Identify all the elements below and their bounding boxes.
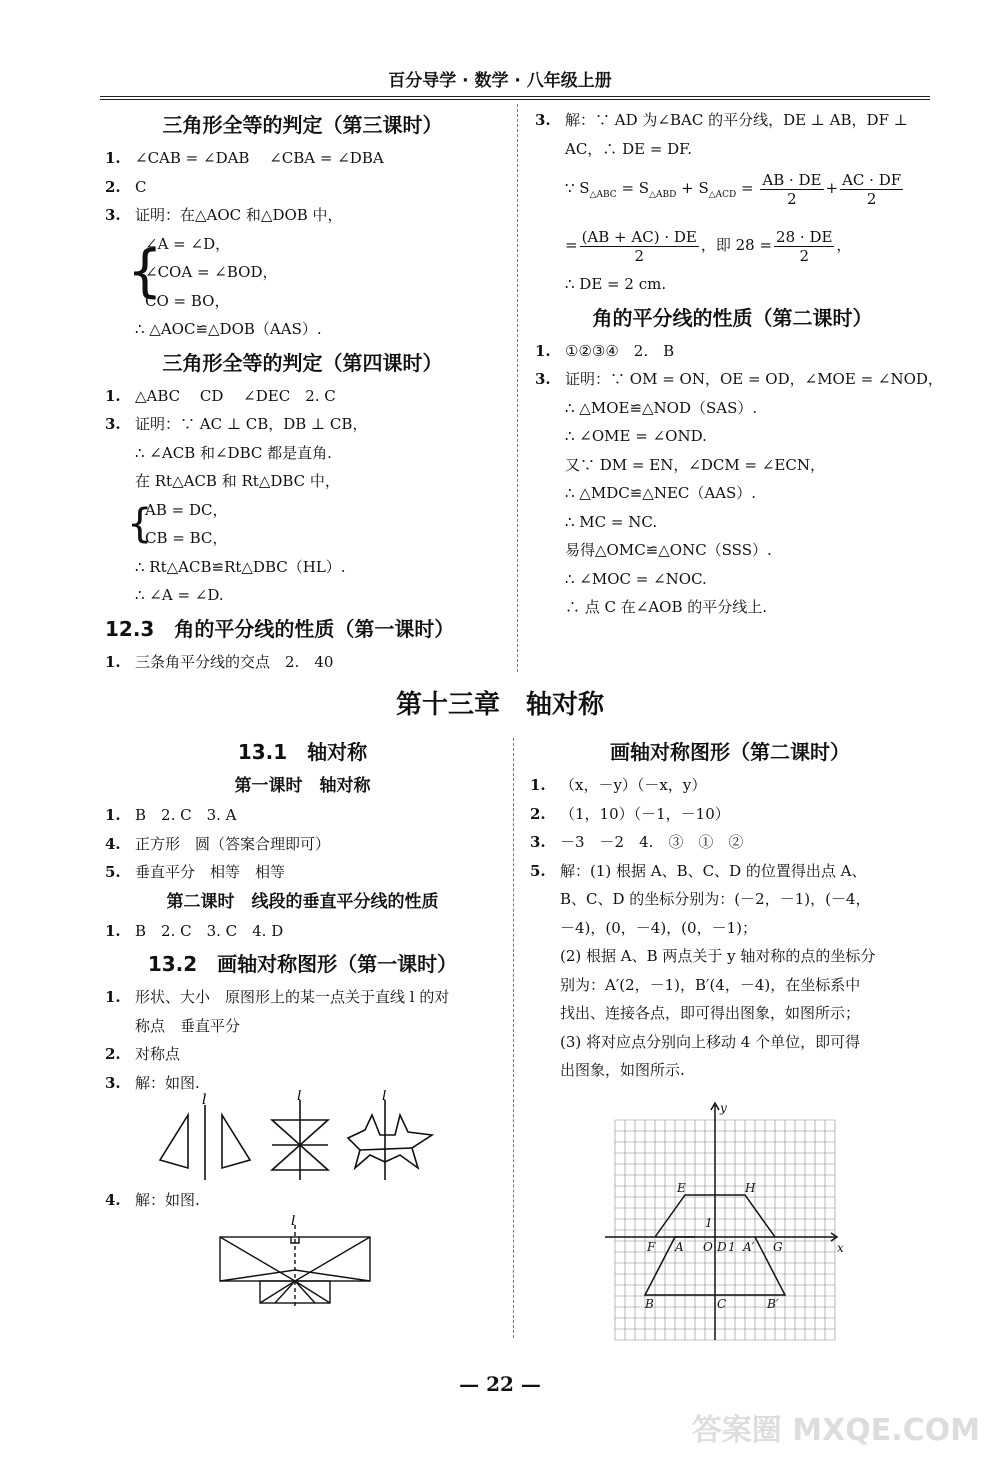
answer-line: 3. 解：∵ AD 为∠BAC 的平分线，DE ⊥ AB，DF ⊥	[535, 111, 908, 129]
answer-line: 称点 垂直平分	[135, 1016, 241, 1035]
point-label-A: A	[675, 1240, 684, 1254]
answer-line: 找出、连接各点，即可得出图象，如图所示；	[560, 1004, 861, 1022]
point-label-F: F	[647, 1240, 656, 1254]
answer-line: 1. ∠CAB = ∠DAB ∠CBA = ∠DBA	[105, 149, 384, 167]
point-label-G: G	[773, 1240, 783, 1254]
answer-line: 1. ①②③④ 2. B	[535, 341, 675, 360]
x-axis-label: x	[837, 1241, 844, 1255]
answer-line: ∴ △MOE≌△NOD（SAS）.	[565, 398, 758, 417]
tick-label-x1: 1	[728, 1240, 736, 1254]
point-label-H: H	[745, 1181, 756, 1195]
brace-line: CO = BO，	[145, 291, 230, 310]
answer-line: 又∵ DM = EN，∠DCM = ∠ECN，	[565, 455, 825, 474]
column-bottom-right	[530, 733, 930, 1085]
area-equation: ∵ $S_{\triangle ABC} = S_{\triangle ABD} + S_{\triangle ACD}$ = $\frac{AB \cdot DE}{2}$ + $\frac{AC \cdot DF}{2}$	[565, 170, 902, 208]
brace-line: ∠COA = ∠BOD，	[145, 263, 278, 281]
answer-line: 3. －3 －2 4. ③ ① ②	[530, 833, 744, 851]
axis-label: l	[291, 1215, 296, 1229]
brace-group: { AB = DC， CB = BC，	[105, 496, 500, 553]
answer-line: 1. （x，－y）（－x，y）	[530, 776, 707, 794]
answer-line: 别为：A′(2，－1)，B′(4，－4)，在坐标系中	[560, 975, 861, 994]
answer-line: ∴ ∠ACB 和∠DBC 都是直角.	[135, 443, 332, 462]
reflection-figure	[215, 1215, 375, 1310]
section-title: 13.2 画轴对称图形（第一课时）	[147, 952, 458, 976]
answer-line: ∴ △AOC≌△DOB（AAS）.	[135, 320, 322, 338]
axis-label: l	[202, 1092, 207, 1108]
answer-line: ∴ 点 C 在∠AOB 的平分线上.	[565, 598, 768, 616]
page-number: — 22 —	[459, 1372, 541, 1396]
brace-group: { ∠A = ∠D， ∠COA = ∠BOD， CO = BO，	[105, 230, 500, 316]
section-title: 画轴对称图形（第二课时）	[610, 740, 850, 764]
brace-line: ∠A = ∠D，	[145, 234, 231, 253]
answer-line: 1. B 2. C 3. C 4. D	[105, 921, 284, 940]
section-title: 三角形全等的判定（第四课时）	[162, 350, 443, 375]
star-shape	[348, 1115, 432, 1168]
answer-line: 在 Rt△ACB 和 Rt△DBC 中，	[135, 472, 340, 490]
column-bottom-left	[105, 733, 500, 1097]
answer-line: ∴ ∠OME = ∠OND.	[565, 427, 707, 445]
answer-line: 1. 三条角平分线的交点 2. 40	[105, 652, 334, 671]
point-label-E: E	[677, 1181, 686, 1195]
subsection-title: 第二课时 线段的垂直平分线的性质	[166, 891, 439, 912]
answer-line: 2. C	[105, 177, 147, 196]
answer-line: (3) 将对应点分别向上移动 4 个单位，即可得	[560, 1032, 861, 1051]
column-divider-top	[517, 104, 518, 672]
answer-line: 4. 正方形 圆（答案合理即可）	[105, 834, 331, 853]
fraction: $\frac{(AB + AC) \cdot DE}{2}$	[581, 227, 697, 265]
answer-line: 3. 解：如图.	[105, 1073, 200, 1092]
answer-line: (2) 根据 A、B 两点关于 y 轴对称的点的坐标分	[560, 947, 876, 965]
answer-line: ∴ Rt△ACB≌Rt△DBC（HL）.	[135, 557, 346, 576]
answer-line: 4. 解：如图.	[105, 1191, 200, 1209]
point-label-B: B	[645, 1297, 654, 1311]
section-title: 三角形全等的判定（第三课时）	[162, 113, 443, 137]
section-title: 13.1 轴对称	[237, 740, 368, 764]
answer-line: 3. 证明：∵ AC ⊥ CB，DB ⊥ CB，	[105, 415, 368, 433]
point-label-A-prime: A′	[743, 1240, 755, 1254]
column-top-right	[535, 106, 943, 622]
header-rule	[100, 96, 930, 100]
triangle-left	[160, 1115, 188, 1168]
answer-line: AC，∴ DE = DF.	[565, 139, 693, 158]
fraction: $\frac{28 \cdot DE}{2}$	[776, 227, 833, 265]
y-axis-label: y	[720, 1101, 727, 1115]
answer-line: 2. 对称点	[105, 1045, 181, 1063]
point-label-C: C	[717, 1297, 727, 1311]
answer-line: 易得△OMC≌△ONC（SSS）.	[565, 541, 772, 559]
answer-line: 3. 证明：在△AOC 和△DOB 中，	[105, 206, 343, 224]
column-divider-bottom	[513, 738, 514, 1338]
tick-label-y1: 1	[705, 1216, 713, 1230]
answer-line: 1. B 2. C 3. A	[105, 806, 237, 824]
answer-line: ∴ △MDC≌△NEC（AAS）.	[565, 484, 757, 502]
page-header: 百分导学 · 数学 · 八年级上册	[388, 71, 612, 91]
answer-line: ∴ MC = NC.	[565, 512, 658, 531]
axis-label: l	[297, 1090, 302, 1104]
answer-line: 1. 形状、大小 原图形上的某一点关于直线 l 的对	[105, 988, 450, 1006]
brace-line: CB = BC，	[145, 529, 228, 547]
brace-line: AB = DC，	[145, 500, 228, 519]
triangle-right	[222, 1115, 250, 1168]
answer-line: 5. 解：(1) 根据 A、B、C、D 的位置得出点 A、	[530, 861, 867, 880]
subsection-title: 第一课时 轴对称	[234, 776, 371, 796]
coordinate-graph	[605, 1100, 845, 1345]
answer-line: ∴ ∠A = ∠D.	[135, 586, 224, 604]
area-equation: = $\frac{(AB + AC) \cdot DE}{2}$ ，即 28 = $\frac{28 \cdot DE}{2}$ ，	[565, 227, 852, 265]
symmetry-figures	[150, 1090, 440, 1185]
fraction: $\frac{AC \cdot DF}{2}$	[842, 170, 902, 208]
answer-line: 1. △ABC CD ∠DEC 2. C	[105, 386, 336, 405]
watermark-logo: 答案圈 MXQE.COM	[691, 1413, 980, 1448]
chapter-title: 第十三章 轴对称	[395, 690, 604, 720]
section-title: 角的平分线的性质（第二课时）	[592, 305, 873, 330]
answer-line: ∴ DE = 2 cm.	[565, 275, 667, 293]
point-label-B-prime: B′	[767, 1297, 779, 1311]
answer-line: B、C、D 的坐标分别为：(－2，－1)，(－4，	[560, 890, 871, 908]
axis-label: l	[382, 1090, 387, 1104]
answer-line: 出图象，如图所示.	[560, 1061, 685, 1079]
answer-line: 5. 垂直平分 相等 相等	[105, 863, 286, 881]
section-title: 12.3 角的平分线的性质（第一课时）	[105, 616, 455, 641]
column-top-left	[105, 106, 500, 676]
point-label-O: O	[703, 1240, 713, 1254]
answer-line: 3. 证明：∵ OM = ON，OE = OD，∠MOE = ∠NOD，	[535, 370, 943, 388]
fraction: $\frac{AB \cdot DE}{2}$	[762, 170, 822, 208]
answer-line: 2. （1，10）（－1，－10）	[530, 804, 730, 823]
answer-line: －4)，(0，－4)，(0，－1)；	[560, 918, 757, 937]
point-label-D: D	[717, 1240, 727, 1254]
answer-line: ∴ ∠MOC = ∠NOC.	[565, 569, 707, 588]
